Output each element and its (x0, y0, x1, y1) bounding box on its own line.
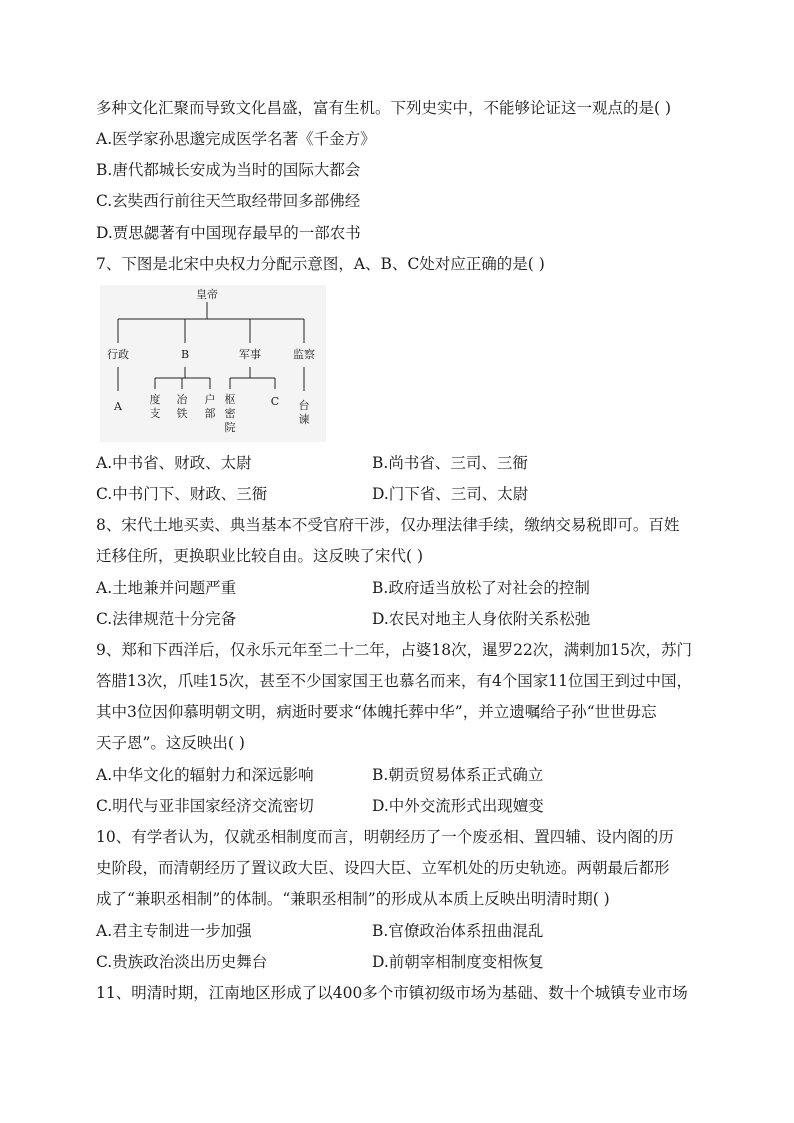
leaf-a: A (114, 400, 122, 413)
q6-stem: 多种文化汇聚而导致文化昌盛，富有生机。下列史实中，不能够论证这一观点的是( ) (96, 99, 672, 117)
leaf-shumiyuan-3: 院 (224, 421, 236, 434)
q9-stem-4: 天子恩”。这反映出( ) (96, 734, 245, 752)
q9-option-a: A.中华文化的辐射力和深远影响 (96, 766, 314, 784)
q10-stem-1: 10、有学者认为，仅就丞相制度而言，明朝经历了一个废丞相、置四辅、设内阁的历 (96, 828, 674, 846)
q11-stem-1: 11、明清时期，江南地区形成了以400多个市镇初级市场为基础、数十个城镇专业市场 (96, 984, 688, 1002)
leaf-taijian-2: 谏 (298, 413, 310, 426)
q6-option-d: D.贾思勰著有中国现存最早的一部农书 (96, 224, 361, 242)
q6-option-a: A.医学家孙思邈完成医学名著《千金方》 (96, 130, 376, 148)
q7-options-row2 (96, 484, 700, 504)
q8-option-d: D.农民对地主人身依附关系松弛 (372, 610, 591, 628)
q8-option-b: B.政府适当放松了对社会的控制 (372, 579, 590, 597)
q10-options-row2 (96, 952, 700, 972)
node-b: B (180, 348, 190, 361)
q9-stem-1: 9、郑和下西洋后，仅永乐元年至二十二年，占婆18次，暹罗22次，满剌加15次，苏门 (96, 641, 693, 659)
q10-option-a: A.君主专制进一步加强 (96, 922, 252, 940)
q7-stem: 7、下图是北宋中央权力分配示意图，A、B、C处对应正确的是( ) (96, 255, 545, 273)
q7-option-c: C.中书门下、财政、三衙 (96, 485, 268, 503)
q9-option-d: D.中外交流形式出现嬗变 (372, 797, 544, 815)
q9-options-row2 (96, 796, 700, 816)
song-power-diagram (100, 285, 326, 442)
q7-option-a: A.中书省、财政、太尉 (96, 454, 252, 472)
leaf-yetie-1: 冶 (176, 393, 188, 406)
q8-option-c: C.法律规范十分完备 (96, 610, 237, 628)
node-junshi: 军事 (239, 348, 261, 361)
q9-option-b: B.朝贡贸易体系正式确立 (372, 766, 544, 784)
q10-stem-3: 成了“兼职丞相制”的体制。“兼职丞相制”的形成从本质上反映出明清时期( ) (96, 890, 610, 908)
leaf-duzhi-1: 度 (149, 393, 161, 406)
q7-option-d: D.门下省、三司、太尉 (372, 485, 529, 503)
q6-option-b: B.唐代都城长安成为当时的国际大都会 (96, 161, 361, 179)
q10-option-b: B.官僚政治体系扭曲混乱 (372, 922, 544, 940)
leaf-hubu-1: 户 (204, 393, 216, 406)
q9-option-c: C.明代与亚非国家经济交流密切 (96, 797, 314, 815)
q8-stem-2: 迁移住所，更换职业比较自由。这反映了宋代( ) (96, 547, 424, 565)
leaf-yetie-2: 铁 (176, 407, 188, 420)
q9-options-row1 (96, 765, 700, 785)
leaf-taijian-1: 台 (298, 399, 310, 412)
q9-stem-2: 答腊13次，爪哇15次，甚至不少国家国王也慕名而来，有4个国家11位国王到过中国， (96, 672, 693, 690)
q10-option-d: D.前朝宰相制度变相恢复 (372, 953, 544, 971)
node-emperor: 皇帝 (196, 288, 218, 301)
q8-stem-1: 8、宋代土地买卖、典当基本不受官府干涉，仅办理法律手续，缴纳交易税即可。百姓 (96, 516, 680, 534)
leaf-hubu-2: 部 (204, 407, 216, 420)
leaf-shumiyuan-1: 枢 (224, 393, 236, 406)
q8-option-a: A.土地兼并问题严重 (96, 579, 237, 597)
q7-options-row1 (96, 453, 700, 473)
q7-option-b: B.尚书省、三司、三衙 (372, 454, 528, 472)
leaf-c: C (270, 395, 280, 408)
q8-options-row2 (96, 609, 700, 629)
power-tree-svg (100, 285, 326, 442)
q10-options-row1 (96, 921, 700, 941)
node-xingzheng: 行政 (107, 348, 129, 361)
leaf-duzhi-2: 支 (149, 407, 161, 420)
q6-option-c: C.玄奘西行前往天竺取经带回多部佛经 (96, 192, 361, 210)
q10-stem-2: 史阶段，而清朝经历了置议政大臣、设四大臣、立军机处的历史轨迹。两朝最后都形 (96, 859, 670, 877)
q10-option-c: C.贵族政治淡出历史舞台 (96, 953, 268, 971)
q8-options-row1 (96, 578, 700, 598)
q9-stem-3: 其中3位因仰慕明朝文明，病逝时要求“体魄托葬中华”，并立遗嘱给子孙“世世毋忘 (96, 703, 657, 721)
leaf-shumiyuan-2: 密 (224, 407, 236, 420)
node-jiancha: 监察 (293, 348, 315, 361)
